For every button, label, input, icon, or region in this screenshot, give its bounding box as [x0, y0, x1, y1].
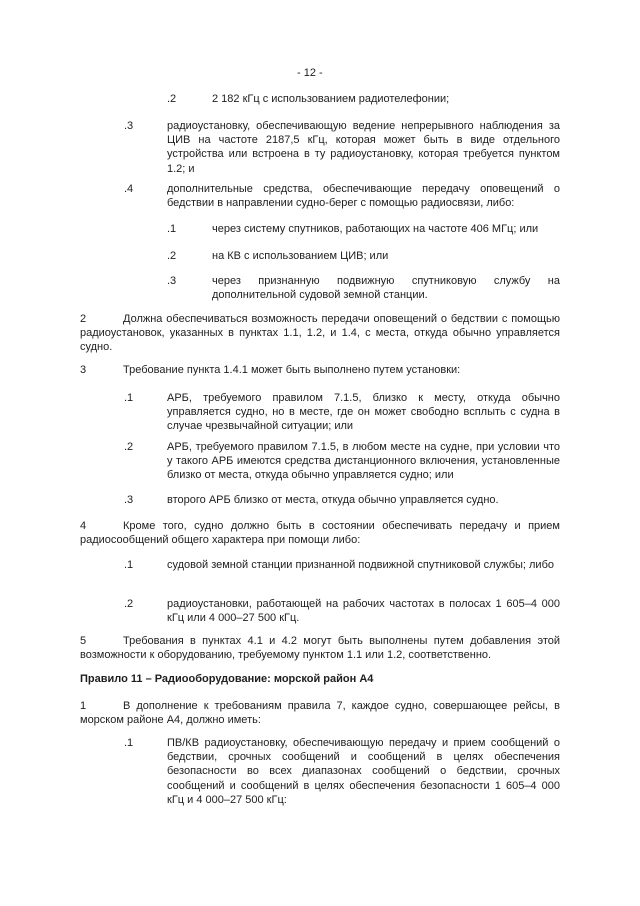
paragraph-text: В дополнение к требованиям правила 7, каждое судно, совершающее рейсы, в морском районе А4, должно иметь: [80, 700, 560, 727]
subitem-number: .3 [167, 275, 177, 287]
item-number: .1 [124, 737, 134, 749]
paragraph-number: 2 [80, 313, 87, 325]
item-number: .2 [124, 441, 134, 453]
item-number: .1 [124, 559, 134, 571]
item-text: радиоустановки, работающей на рабочих частотах в полосах 1 605–4 000 кГц или 4 000–27 500 кГц. [167, 598, 560, 625]
paragraph-number: 3 [80, 364, 87, 376]
paragraph [80, 699, 560, 727]
item-text: судовой земной станции признанной подвижной спутниковой службы; либо [167, 559, 554, 571]
item-text: АРБ, требуемого правилом 7.1.5, близко к месту, откуда обычно управляется судно, но в месте, где он может свободно всплыть с судна в случае чрезвычайной ситуации; или [167, 392, 560, 433]
item-number: .2 [124, 598, 134, 610]
item-number: .2 [167, 93, 177, 105]
paragraph-number: 5 [80, 635, 87, 647]
paragraph [80, 634, 560, 662]
item-number: .4 [124, 183, 134, 195]
paragraph-number: 1 [80, 700, 87, 712]
subitem-text: на КВ с использованием ЦИВ; или [212, 250, 389, 262]
paragraph [80, 312, 560, 355]
paragraph-text: Требования в пунктах 4.1 и 4.2 могут быть выполнены путем добавления этой возможности к оборудованию, требуемому пунктом 1.1 или 1.2, соответственно. [80, 635, 560, 662]
subitem-number: .2 [167, 250, 177, 262]
paragraph [80, 519, 560, 547]
item-text: радиоустановку, обеспечивающую ведение непрерывного наблюдения за ЦИВ на частоте 2187,5 кГц, которая может быть в виде отдельного устройства или встроена в ту радиоустановку, которая требуется пунктом 1.2; и [167, 120, 560, 175]
paragraph-text: Должна обеспечиваться возможность передачи оповещений о бедствии с помощью радиоустановок, указанных в пунктах 1.1, 1.2, и 1.4, с места, откуда обычно управляется судно. [80, 313, 560, 354]
item-text: 2 182 кГц с использованием радиотелефонии; [212, 93, 450, 105]
section-heading: Правило 11 – Радиооборудование: морской район А4 [80, 673, 374, 685]
paragraph-number: 4 [80, 520, 87, 532]
item-number: .1 [124, 392, 134, 404]
subitem-number: .1 [167, 223, 177, 235]
subitem-text: через признанную подвижную спутниковую службу на дополнительной судовой земной станции. [212, 275, 560, 302]
paragraph-text: Кроме того, судно должно быть в состоянии обеспечивать передачу и прием радиосообщений общего характера при помощи либо: [80, 520, 560, 547]
item-text: второго АРБ близко от места, откуда обычно управляется судно. [167, 494, 499, 506]
item-text: АРБ, требуемого правилом 7.1.5, в любом месте на судне, при условии что у такого АРБ имеются средства дистанционного включения, установленные близко от места, откуда обычно управляется судно; или [167, 441, 560, 482]
subitem-text: через систему спутников, работающих на частоте 406 МГц; или [212, 223, 539, 235]
page-number: - 12 - [297, 67, 323, 79]
paragraph-text: Требование пункта 1.4.1 может быть выполнено путем установки: [123, 364, 461, 376]
item-number: .3 [124, 120, 134, 132]
item-text: дополнительные средства, обеспечивающие передачу оповещений о бедствии в направлении судно-берег с помощью радиосвязи, либо: [167, 183, 560, 210]
item-number: .3 [124, 494, 134, 506]
item-text: ПВ/КВ радиоустановку, обеспечивающую передачу и прием сообщений о бедствии, срочных сообщений и сообщений в целях обеспечения безопасности во всех диапазонах сообщений о бедствии, срочных сообщений и сообщений в целях обеспечения безопасности 1 605–4 000 кГц и 4 000–27 500 кГц: [167, 737, 560, 806]
